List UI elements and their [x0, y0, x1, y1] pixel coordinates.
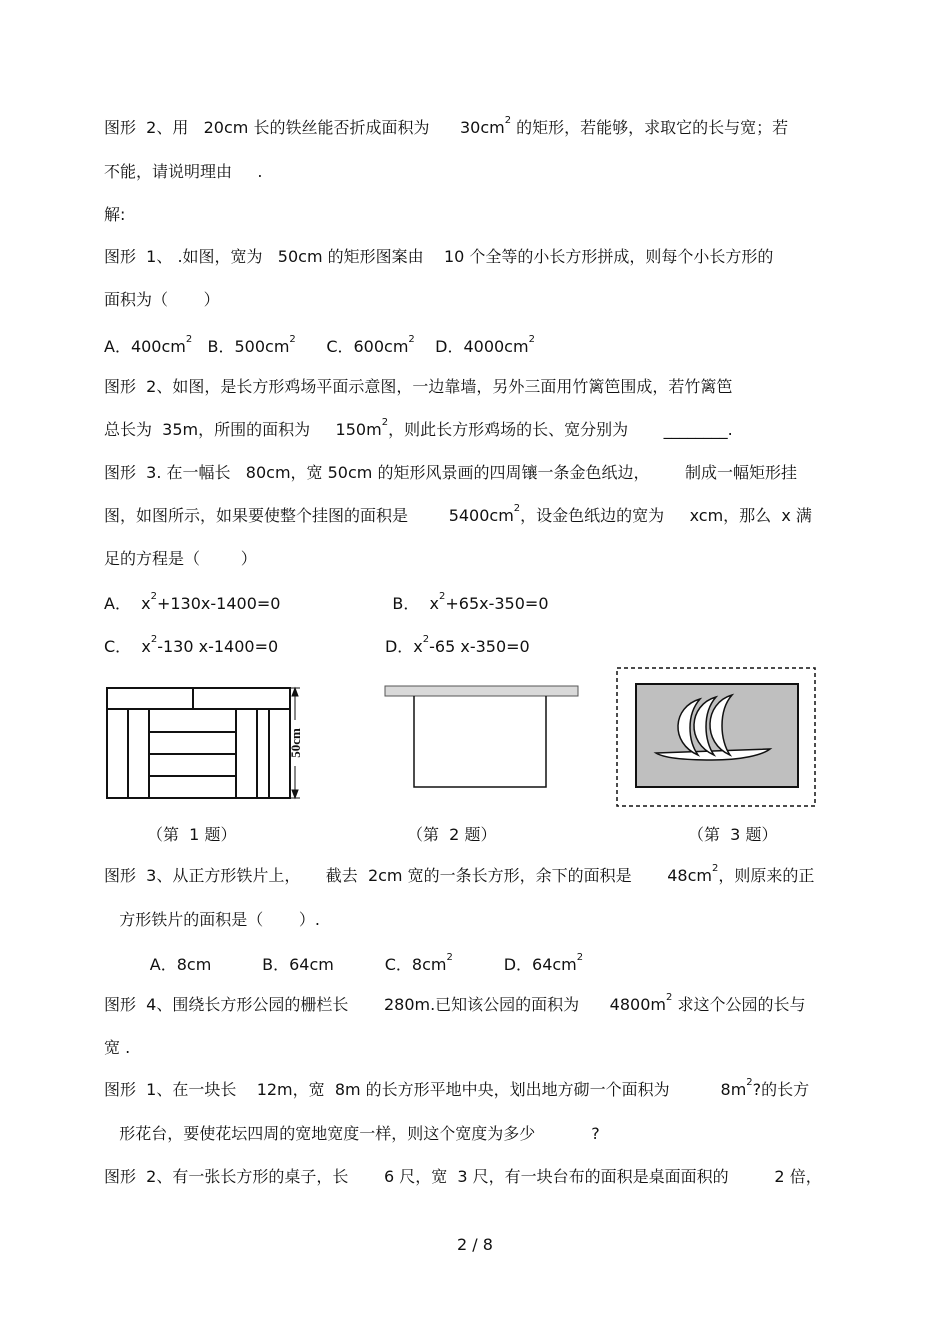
fig2-wall	[385, 686, 578, 696]
line-4: 面积为（ ）	[104, 290, 220, 309]
line-10: 足的方程是（ ）	[104, 549, 257, 568]
line-2: 解:	[104, 205, 126, 224]
figure-2-chicken-yard	[380, 682, 585, 792]
caption-2: （第 2 题）	[407, 825, 497, 844]
caption-1: （第 1 题）	[147, 825, 237, 844]
line-14: 方形铁片的面积是（ ）.	[104, 910, 320, 929]
line-5: A．$400cm^2$ B．$500cm^2$ C．$600cm^2$ D．$4000cm^2$	[104, 334, 535, 356]
line-15: A．8cm B．64cm C．$8cm^2$ D．$64cm^2$	[104, 952, 584, 974]
figure-1-rectangle-pattern	[100, 680, 315, 805]
line-1: 不能，请说明理由 .	[104, 162, 263, 181]
line-20: 图形 2、有一张长方形的桌子，长 6 尺，宽 3 尺，有一块台布的面积是桌面面积的 2 倍，	[104, 1167, 822, 1186]
line-16: 图形 4、围绕长方形公园的栅栏长 280m.已知该公园的面积为 $4800m^2$ 求这个公园的长与	[104, 992, 806, 1014]
fig2-fence	[414, 696, 546, 787]
line-13: 图形 3、从正方形铁片上， 截去 2cm 宽的一条长方形，余下的面积是 $48cm^2$，则原来的正	[104, 863, 815, 885]
line-18: 图形 1、在一块长 12m，宽 8m 的长方形平地中央，划出地方砌一个面积为 $8m^2$?的长方	[104, 1077, 810, 1099]
line-12: C． $x^2-130$ x-1400=0 D．$x^2-65$ x-350=0	[104, 634, 530, 656]
line-7: 总长为 35m，所围的面积为 $150m^2$，则此长方形鸡场的长、宽分别为 ________.	[104, 417, 733, 439]
line-9: 图，如图所示，如果要使整个挂图的面积是 $5400cm^2$，设金色纸边的宽为 xcm，那么 x 满	[104, 503, 812, 525]
line-0: 图形 2、用 20cm 长的铁丝能否折成面积为 $30cm^2$ 的矩形，若能够，求取它的长与宽；若	[104, 115, 789, 137]
line-17: 宽 .	[104, 1038, 131, 1057]
fig1-outer-rect	[107, 688, 290, 798]
line-11: A． $x^2+130x-1400=0$ B． $x^2+65x-350=0$	[104, 591, 549, 613]
line-6: 图形 2、如图，是长方形鸡场平面示意图，一边靠墙，另外三面用竹篱笆围成，若竹篱笆	[104, 377, 733, 396]
page-number: 2 / 8	[457, 1235, 493, 1254]
line-19: 形花台，要使花坛四周的宽地宽度一样，则这个宽度为多少 ?	[104, 1124, 600, 1143]
caption-3: （第 3 题）	[688, 825, 778, 844]
figure-3-framed-painting	[612, 663, 822, 815]
fig1-dimension-label: 50cm	[288, 728, 303, 758]
line-8: 图形 3. 在一幅长 80cm，宽 50cm 的矩形风景画的四周镶一条金色纸边， 制成一幅矩形挂	[104, 463, 798, 482]
line-3: 图形 1、 .如图，宽为 50cm 的矩形图案由 10 个全等的小长方形拼成，则每个小长方形的	[104, 247, 774, 266]
